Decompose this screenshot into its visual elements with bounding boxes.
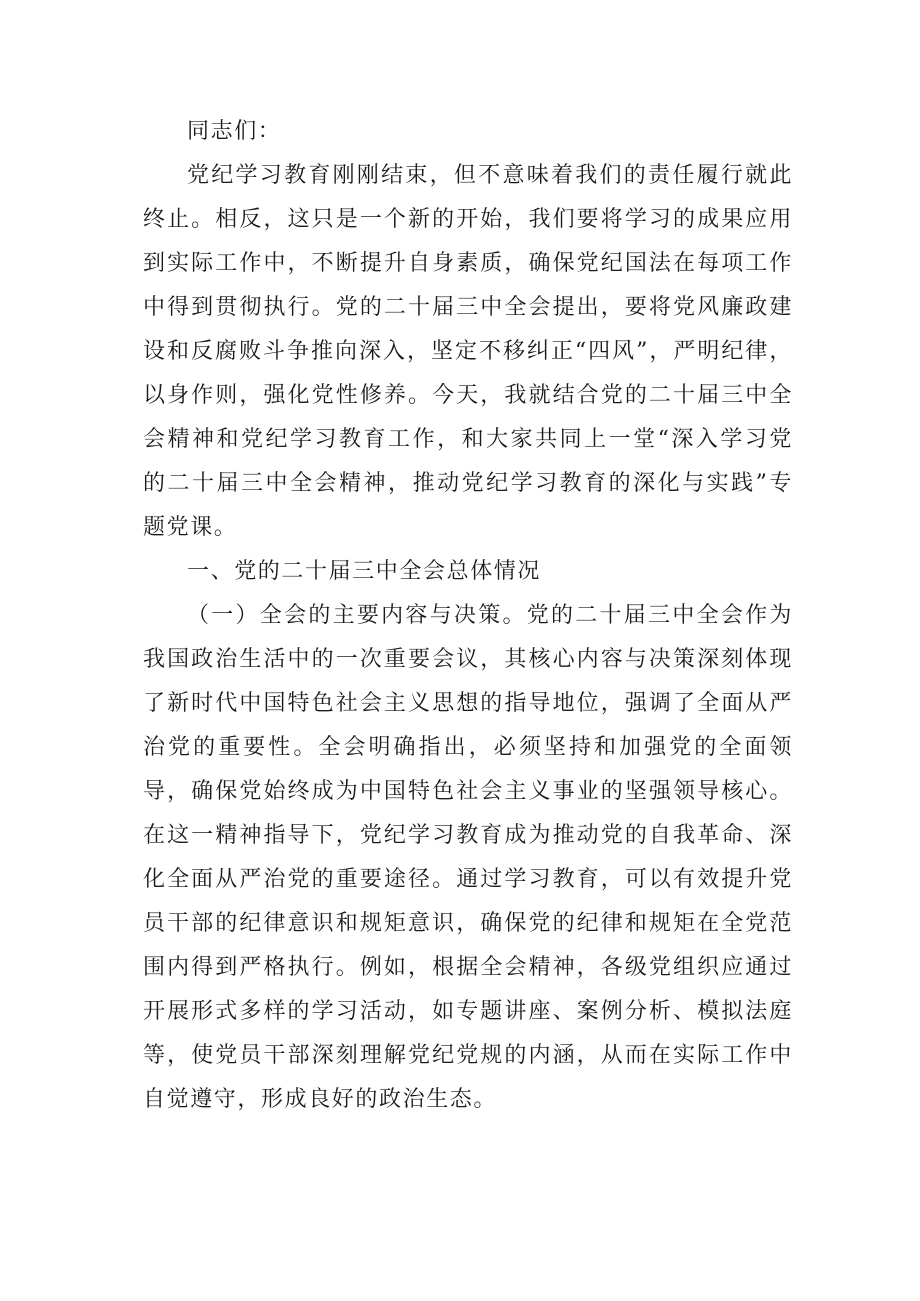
intro-paragraph: 党纪学习教育刚刚结束，但不意味着我们的责任履行就此终止。相反，这只是一个新的开始，我们要将学习的成果应用到实际工作中，不断提升自身素质，确保党纪国法在每项工作中得到贯彻执行。党的二十届三中全会提出，要将党风廉政建设和反腐败斗争推向深入，坚定不移纠正“四风”，严明纪律，以身作则，强化党性修养。今天，我就结合党的二十届三中全会精神和党纪学习教育工作，和大家共同上一堂“深入学习党的二十届三中全会精神，推动党纪学习教育的深化与实践”专题党课。 xyxy=(143,163,793,540)
subsection-paragraph: （一）全会的主要内容与决策。党的二十届三中全会作为我国政治生活中的一次重要会议，其核心内容与决策深刻体现了新时代中国特色社会主义思想的指导地位，强调了全面从严治党的重要性。全会明确指出，必须坚持和加强党的全面领导，确保党始终成为中国特色社会主义事业的坚强领导核心。在这一精神指导下，党纪学习教育成为推动党的自我革命、深化全面从严治党的重要途径。通过学习教育，可以有效提升党员干部的纪律意识和规矩意识，确保党的纪律和规矩在全党范围内得到严格执行。例如，根据全会精神，各级党组织应通过开展形式多样的学习活动，如专题讲座、案例分析、模拟法庭等，使党员干部深刻理解党纪党规的内涵，从而在实际工作中自觉遵守，形成良好的政治生态。 xyxy=(143,603,793,1112)
salutation: 同志们： xyxy=(187,119,282,144)
section-heading: 一、党的二十届三中全会总体情况 xyxy=(187,559,542,584)
document-body xyxy=(143,110,793,1122)
